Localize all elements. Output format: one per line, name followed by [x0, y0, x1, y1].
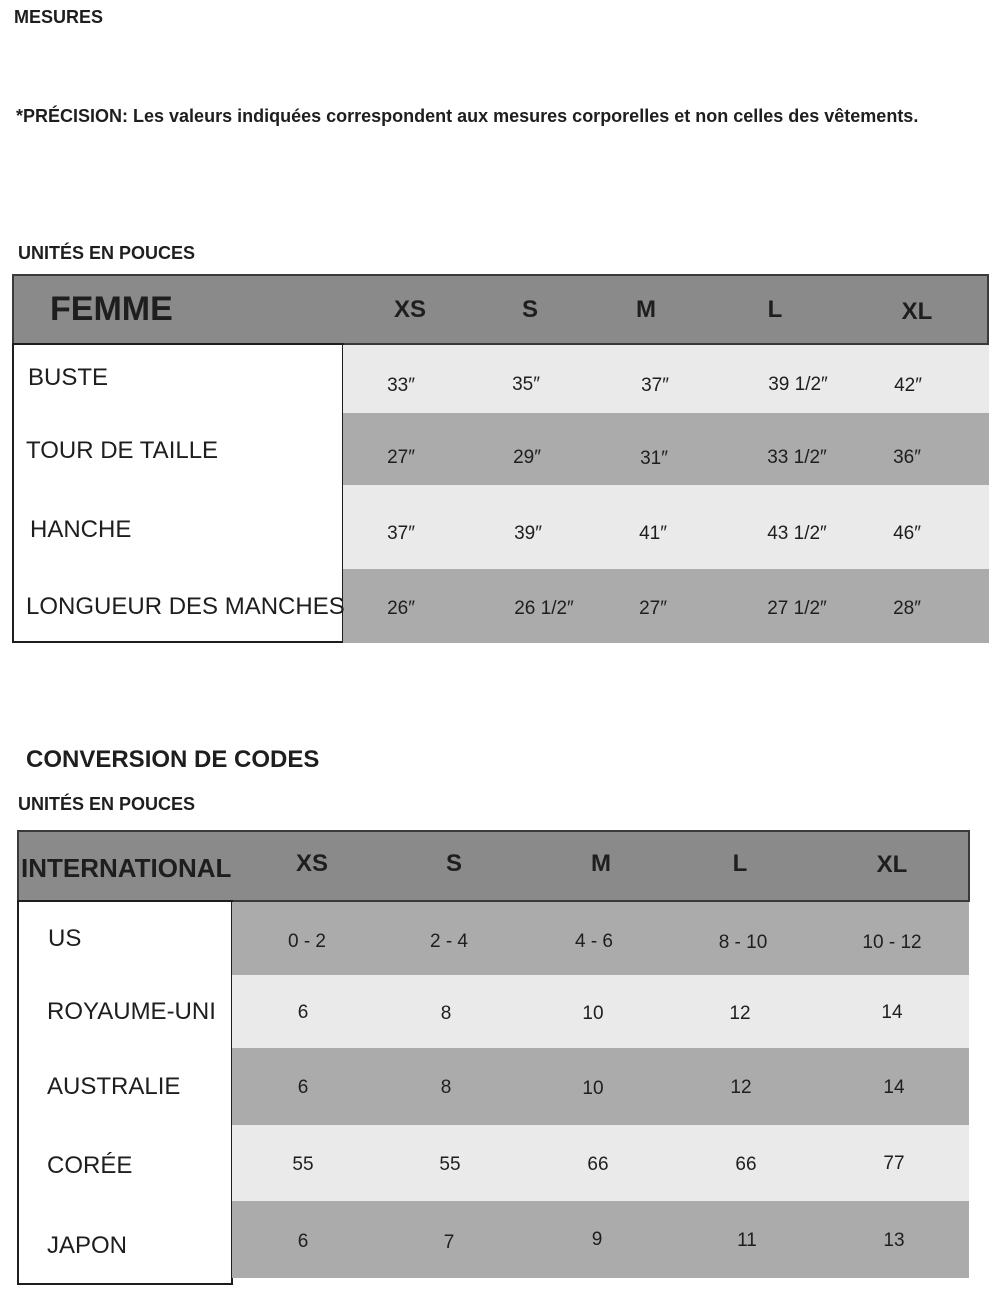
size-header-s: S: [521, 296, 539, 323]
table-cell: 37″: [387, 523, 415, 544]
size-header-l: L: [767, 296, 783, 323]
table-cell: 29″: [513, 447, 541, 468]
table-cell: 26″: [387, 598, 415, 619]
table-cell: 55: [439, 1154, 461, 1175]
measurements-table: [12, 274, 989, 643]
row-label-waist: TOUR DE TAILLE: [26, 437, 219, 464]
size-header-m: M: [591, 850, 611, 877]
table-cell: 26 1/2″: [514, 598, 574, 619]
row-label-hip: HANCHE: [30, 516, 132, 543]
table-cell: 6: [297, 1002, 309, 1023]
table-cell: 33 1/2″: [767, 447, 827, 468]
table-cell: 13: [883, 1230, 905, 1251]
table-cell: 7: [443, 1232, 455, 1253]
table-cell: 4 - 6: [574, 931, 614, 952]
precision-note: *PRÉCISION: Les valeurs indiquées correspondent aux mesures corporelles et non celles des vêtements.: [16, 106, 919, 126]
table-cell: 27″: [639, 598, 667, 619]
table-cell: 77: [883, 1153, 905, 1174]
table-cell: 37″: [641, 375, 669, 396]
row-label-japan: JAPON: [47, 1232, 128, 1259]
table-cell: 6: [297, 1077, 309, 1098]
table-cell: 12: [729, 1003, 751, 1024]
size-header-m: M: [636, 296, 656, 323]
table-cell: 14: [881, 1002, 903, 1023]
conversion-table: [17, 830, 971, 1286]
table-cell: 36″: [893, 447, 921, 468]
table-cell: 31″: [640, 448, 668, 469]
table-cell: 10 - 12: [862, 932, 922, 953]
table-cell: 8: [440, 1003, 452, 1024]
table-cell: 11: [737, 1230, 757, 1251]
table-cell: 2 - 4: [429, 931, 469, 952]
table-cell: 9: [591, 1229, 603, 1250]
measurements-header-row: [12, 274, 989, 345]
table-cell: 66: [587, 1154, 609, 1175]
row-label-bust: BUSTE: [28, 364, 109, 391]
row-label-australia: AUSTRALIE: [47, 1073, 181, 1100]
table-cell: 43 1/2″: [767, 523, 827, 544]
table-cell: 41″: [639, 523, 667, 544]
table-cell: 42″: [894, 375, 922, 396]
size-header-xl: XL: [901, 298, 933, 325]
size-header-xl: XL: [876, 851, 908, 878]
table-cell: 6: [297, 1231, 309, 1252]
size-header-s: S: [445, 850, 463, 877]
table-cell: 8: [440, 1077, 452, 1098]
page-title: MESURES: [14, 7, 104, 27]
table-cell: 66: [735, 1154, 757, 1175]
table-cell: 33″: [387, 375, 415, 396]
table-cell: 35″: [512, 374, 540, 395]
measurements-header-label: FEMME: [50, 290, 173, 328]
size-header-l: L: [732, 850, 748, 877]
table-cell: 39″: [514, 523, 542, 544]
conversion-title: CONVERSION DE CODES: [26, 746, 320, 773]
table-cell: 14: [883, 1077, 905, 1098]
row-label-uk: ROYAUME-UNI: [47, 998, 216, 1025]
table-cell: 10: [582, 1078, 604, 1099]
row-label-us: US: [48, 925, 82, 952]
table-cell: 27″: [387, 447, 415, 468]
table-cell: 12: [730, 1077, 752, 1098]
row-label-sleeve: LONGUEUR DES MANCHES: [26, 593, 345, 620]
table-cell: 27 1/2″: [767, 598, 827, 619]
conversion-header-row: [17, 830, 970, 902]
size-header-xs: XS: [393, 296, 427, 323]
table-cell: 28″: [893, 598, 921, 619]
row-label-korea: CORÉE: [47, 1152, 133, 1179]
measurements-unit-label: UNITÉS EN POUCES: [18, 243, 196, 263]
table-cell: 46″: [893, 523, 921, 544]
table-cell: 55: [292, 1154, 314, 1175]
table-cell: 39 1/2″: [768, 374, 828, 395]
table-cell: 0 - 2: [287, 931, 327, 952]
conversion-unit-label: UNITÉS EN POUCES: [18, 794, 196, 814]
table-cell: 8 - 10: [718, 932, 768, 953]
table-cell: 10: [582, 1003, 604, 1024]
conversion-header-label: INTERNATIONAL: [21, 853, 232, 883]
size-header-xs: XS: [295, 850, 329, 877]
